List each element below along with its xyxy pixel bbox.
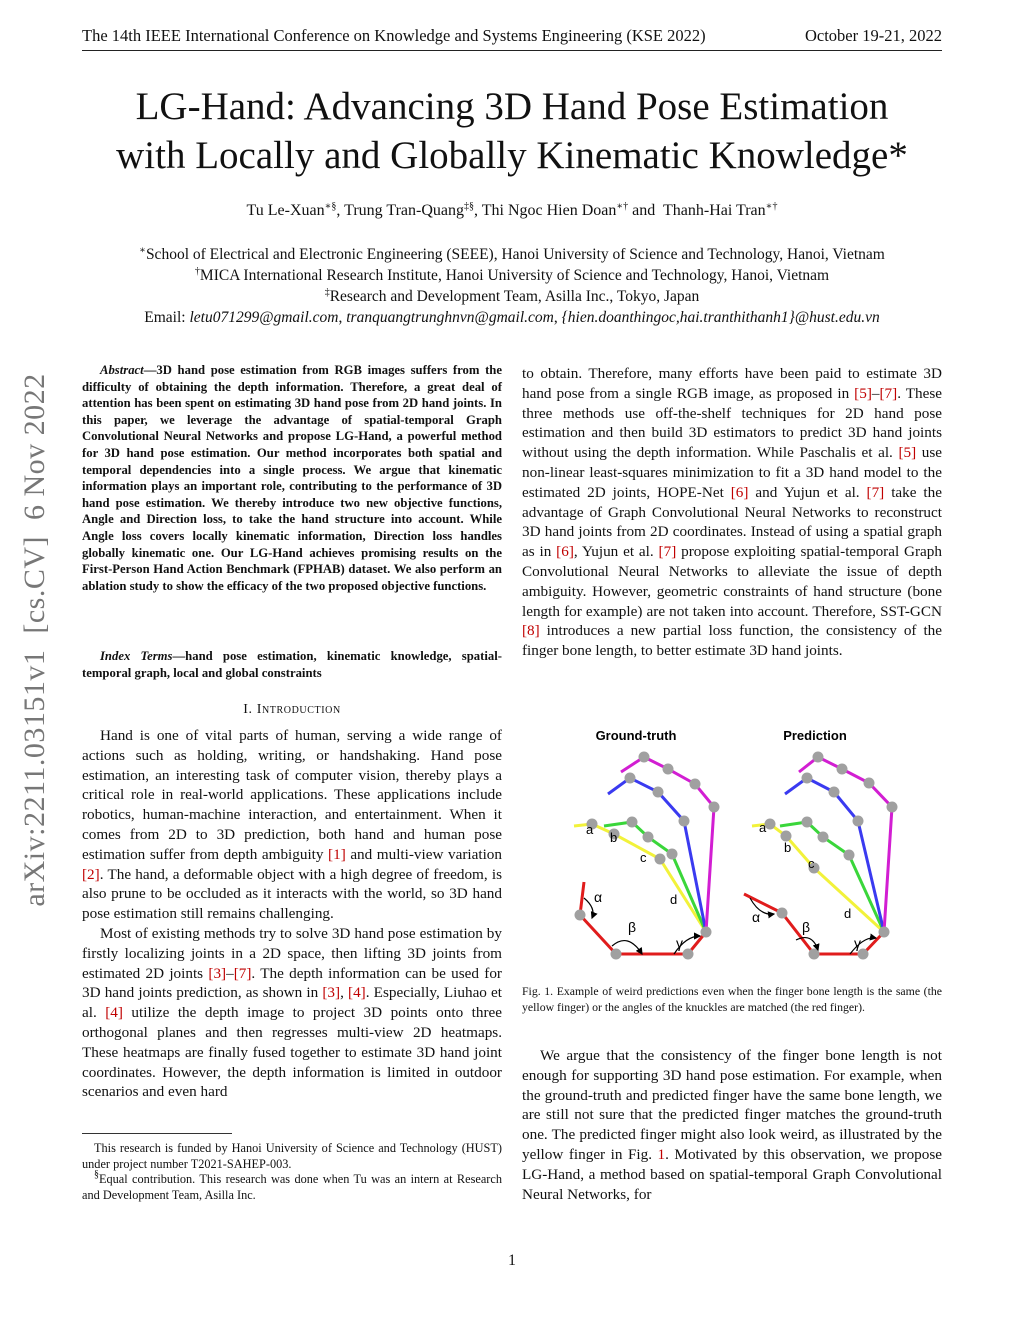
ground-truth-hand xyxy=(574,752,720,960)
bone-label-c: c xyxy=(640,850,647,865)
wrist-joint-marker xyxy=(879,927,890,938)
figure-1-caption: Fig. 1. Example of weird predictions even when the finger bone length is the same (the yellow finger) or the angles of the knuckles are matched (the red finger). xyxy=(522,984,942,1014)
prediction-hand xyxy=(744,752,898,960)
citation-link[interactable]: [6] xyxy=(556,543,574,561)
citation-link[interactable]: [4] xyxy=(105,1004,123,1022)
bone-label-a: a xyxy=(759,820,767,835)
bone-label-b: b xyxy=(784,840,792,855)
author-list xyxy=(60,202,964,220)
affiliation-3 xyxy=(60,288,964,306)
abstract xyxy=(82,362,502,594)
affiliation-text: School of Electrical and Electronic Engineering (SEEE), Hanoi University of Science and Technology, Hanoi, Vietnam xyxy=(145,246,885,263)
title-line-1: LG-Hand: Advancing 3D Hand Pose Estimation xyxy=(135,85,889,128)
joint-marker xyxy=(625,773,636,784)
author-separator: , xyxy=(336,202,345,219)
citation-link[interactable]: [8] xyxy=(522,622,540,640)
intro-right-column-top xyxy=(522,364,942,661)
paper-title xyxy=(60,82,964,180)
index-terms-label: Index Terms xyxy=(100,649,173,663)
hand-pose-figure xyxy=(522,722,942,972)
joint-marker xyxy=(655,854,666,865)
joint-marker xyxy=(653,787,664,798)
author-marks: ∗§ xyxy=(324,201,337,212)
author-name: Tu Le-Xuan xyxy=(246,202,325,219)
joint-marker xyxy=(853,816,864,827)
joint-marker xyxy=(802,817,813,828)
joint-marker xyxy=(809,949,820,960)
joint-marker xyxy=(611,949,622,960)
author-marks: ‡§ xyxy=(464,201,475,212)
citation-link[interactable]: [7] xyxy=(233,964,252,982)
ground-truth-title: Ground-truth xyxy=(595,728,677,743)
intro-paragraph-3: to obtain. Therefore, many efforts have been paid to estimate 3D hand pose from a single RGB image, as proposed in [5]–[7]. These three methods use off-the-shelf techniques for 2D hand pose estimation and then build 3D estimators to predict 3D hand joints without using the depth information. While Paschalis et al. [5] use non-linear least-squares minimization to fit a 3D hand model to the estimated 2D joints, HOPE-Net [6] and Yujun et al. [7] take the advantage of Graph Convolutional Neural Networks to reconstruct 3D hand joints from 2D coordinates. Instead of using a spatial graph as in [6], Yujun et al. [7] propose exploiting spatial-temporal Graph Convolutional Neural Networks to alleviate the issue of depth ambiguity. However, geometric constraints of hand structure (bone length for example) are not taken into account. Therefore, SST-GCN [8] introduces a new partial loss function, the consistency of the finger bone length, to better estimate 3D hand joints. xyxy=(522,365,942,660)
joint-marker xyxy=(887,802,898,813)
author-name: Thi Ngoc Hien Doan xyxy=(481,202,617,219)
joint-marker xyxy=(864,778,875,789)
citation-link[interactable]: [3] xyxy=(322,984,341,1002)
joint-marker xyxy=(818,832,829,843)
bone-label-d: d xyxy=(670,892,678,907)
joint-marker xyxy=(679,816,690,827)
author-separator: , xyxy=(474,202,482,219)
email-address-3[interactable]: {hien.doanthingoc,hai.tranthithanh1}@hust.edu.vn xyxy=(561,309,880,326)
header-rule xyxy=(82,50,942,51)
footnote-rule xyxy=(82,1133,232,1134)
joint-marker xyxy=(667,849,678,860)
author-conjunction: and xyxy=(628,202,660,219)
joint-marker xyxy=(813,752,824,763)
footnote-mark: § xyxy=(94,1169,99,1180)
email-address-1[interactable]: letu071299@gmail.com xyxy=(189,309,339,326)
intro-paragraph-4: We argue that the consistency of the finger bone length is not enough for supporting 3D hand pose estimation. For example, when the ground-truth and predicted finger have the same bone length, we are still not sure that the predicted finger matches the ground-truth one. The predicted finger might also look weird, as illustrated by the yellow finger in Fig. 1. Motivated by this observation, we propose LG-Hand, a method based on spatial-temporal Graph Convolutional Neural Networks, for xyxy=(522,1047,943,1203)
citation-link[interactable]: [5] xyxy=(854,384,872,402)
email-label: Email: xyxy=(144,309,190,326)
wrist-joint-marker xyxy=(701,927,712,938)
section-title: Introduction xyxy=(256,702,341,717)
page-number: 1 xyxy=(508,1252,516,1269)
section-number: I. xyxy=(243,702,253,717)
index-finger-bones xyxy=(752,824,884,932)
citation-link[interactable]: [7] xyxy=(879,384,898,402)
figure-1 xyxy=(522,722,942,972)
bone-label-d: d xyxy=(844,906,852,921)
author-marks: ∗† xyxy=(616,201,629,212)
joint-marker xyxy=(575,910,586,921)
beta-label: β xyxy=(802,919,811,935)
citation-link[interactable]: [6] xyxy=(730,483,749,501)
citation-link[interactable]: [7] xyxy=(658,543,677,561)
author-name: Thanh-Hai Tran xyxy=(663,202,766,219)
title-line-2: with Locally and Globally Kinematic Knowledge* xyxy=(116,134,908,177)
figure-reference-link[interactable]: 1 xyxy=(657,1145,666,1163)
arxiv-stamp xyxy=(14,345,56,935)
thumb-finger-bones xyxy=(744,894,884,954)
bone-label-b: b xyxy=(610,830,618,845)
citation-link[interactable]: [2] xyxy=(82,865,100,883)
joint-marker xyxy=(777,908,788,919)
joint-marker xyxy=(683,949,694,960)
joint-marker xyxy=(829,787,840,798)
email-address-2[interactable]: tranquangtrunghnvn@gmail.com xyxy=(346,309,554,326)
abstract-label: Abstract xyxy=(100,363,144,377)
joint-marker xyxy=(709,802,720,813)
citation-link[interactable]: [7] xyxy=(866,483,885,501)
affiliation-mark: ‡ xyxy=(324,287,330,298)
joint-marker xyxy=(639,752,650,763)
footnotes xyxy=(82,1141,502,1203)
ring-finger-bones xyxy=(785,778,884,932)
citation-link[interactable]: [3] xyxy=(208,964,227,982)
bone-label-c: c xyxy=(808,856,815,871)
affiliation-text: Research and Development Team, Asilla Inc., Tokyo, Japan xyxy=(329,288,700,305)
index-terms-text: —hand pose estimation, kinematic knowledge, spatial-temporal graph, local and global constraints xyxy=(82,649,502,680)
joint-marker xyxy=(844,850,855,861)
affiliation-mark: ∗ xyxy=(139,245,146,256)
gamma-label: γ xyxy=(676,935,683,951)
joint-marker xyxy=(690,779,701,790)
joint-marker xyxy=(663,764,674,775)
running-header-date: October 19-21, 2022 xyxy=(804,26,942,45)
footnote-equal-contribution: §Equal contribution. This research was done when Tu was an intern at Research and Development Team, Asilla Inc. xyxy=(82,1169,502,1202)
intro-left-column xyxy=(82,726,502,1102)
alpha-label: α xyxy=(594,889,603,905)
prediction-title: Prediction xyxy=(783,728,847,743)
section-heading-introduction xyxy=(82,702,502,718)
intro-paragraph-1: Hand is one of vital parts of human, serving a wide range of actions such as holding, writing, or handshaking. Hand pose estimation, an interesting task of computer vision, thereby plays a critical role in real-world applications. These applications include robotics, human-machine interaction, and entertainment. When it comes from 2D to 3D prediction, both hand and human pose estimation suffer from depth ambiguity [1] and multi-view variation [2]. The hand, a deformable object with a high degree of freedom, is also prune to be occluded as it interacts with the world, so 3D hand pose estimation still remains challenging. xyxy=(82,727,502,923)
running-header-conference: The 14th IEEE International Conference on Knowledge and Systems Engineering (KSE 2022) xyxy=(82,26,706,45)
affiliation-mark: † xyxy=(194,266,200,277)
citation-link[interactable]: [5] xyxy=(898,444,917,462)
author-name: Trung Tran-Quang xyxy=(344,202,465,219)
alpha-label: α xyxy=(752,909,761,925)
email-line: Email: letu071299@gmail.com, tranquangtrunghnvn@gmail.com, {hien.doanthingoc,hai.tranthithanh1}@hust.edu.vn xyxy=(144,309,880,326)
joint-marker xyxy=(627,817,638,828)
joint-marker xyxy=(643,832,654,843)
affiliation-2 xyxy=(60,267,964,285)
footnote-funding: This research is funded by Hanoi University of Science and Technology (HUST) under project number T2021-SAHEP-003. xyxy=(82,1141,502,1171)
bone-label-a: a xyxy=(586,822,594,837)
joint-marker xyxy=(837,764,848,775)
beta-label: β xyxy=(628,919,637,935)
intro-right-column-bottom xyxy=(522,1046,942,1204)
gamma-label: γ xyxy=(854,935,861,951)
index-finger-bones xyxy=(574,824,706,932)
index-terms xyxy=(82,648,502,681)
author-marks: ∗† xyxy=(765,201,778,212)
affiliation-text: MICA International Research Institute, Hanoi University of Science and Technology, Hanoi, Vietnam xyxy=(199,267,830,284)
intro-paragraph-2: Most of existing methods try to solve 3D hand pose estimation by firstly localizing joints in a 2D space, then lifting 3D joints from estimated 2D joints [3]–[7]. The depth information can be used for 3D hand joints prediction, as shown in [3], [4]. Especially, Liuhao et al. [4] utilize the depth image to project 3D points onto three orthogonal planes and then regresses multi-view 2D heatmaps. These heatmaps are finally fused together to estimate 3D hand joint coordinates. However, the depth information is limited in outdoor scenarios and even hard xyxy=(82,924,503,1101)
citation-link[interactable]: [1] xyxy=(328,845,346,863)
affiliation-1 xyxy=(60,246,964,264)
joint-marker xyxy=(802,773,813,784)
citation-link[interactable]: [4] xyxy=(348,984,366,1002)
abstract-text: —3D hand pose estimation from RGB images suffers from the difficulty of obtaining the depth information. Therefore, a great deal of attention has been spent on estimating 3D hand pose from 2D hand joints. In this paper, we leverage the advantage of spatial-temporal Graph Convolutional Neural Networks and propose LG-Hand, a powerful method for 3D hand pose estimation. Our method incorporates both spatial and temporal dependencies into a single process. We argue that kinematic information plays an important role, contributing to the performance of 3D hand pose estimation. We thereby introduce two new objective functions, Angle and Direction loss, to take the hand structure into account. While Angle loss covers locally kinematic information, Direction loss handles globally kinematic one. Our LG-Hand achieves promising results on the First-Person Hand Action Benchmark (FPHAB) dataset. We also perform an ablation study to show the efficacy of the two proposed objective functions. xyxy=(82,363,502,593)
arxiv-stamp-text: arXiv:2211.03151v1 [cs.CV] 6 Nov 2022 xyxy=(18,373,51,907)
middle-finger-bones xyxy=(780,822,884,932)
